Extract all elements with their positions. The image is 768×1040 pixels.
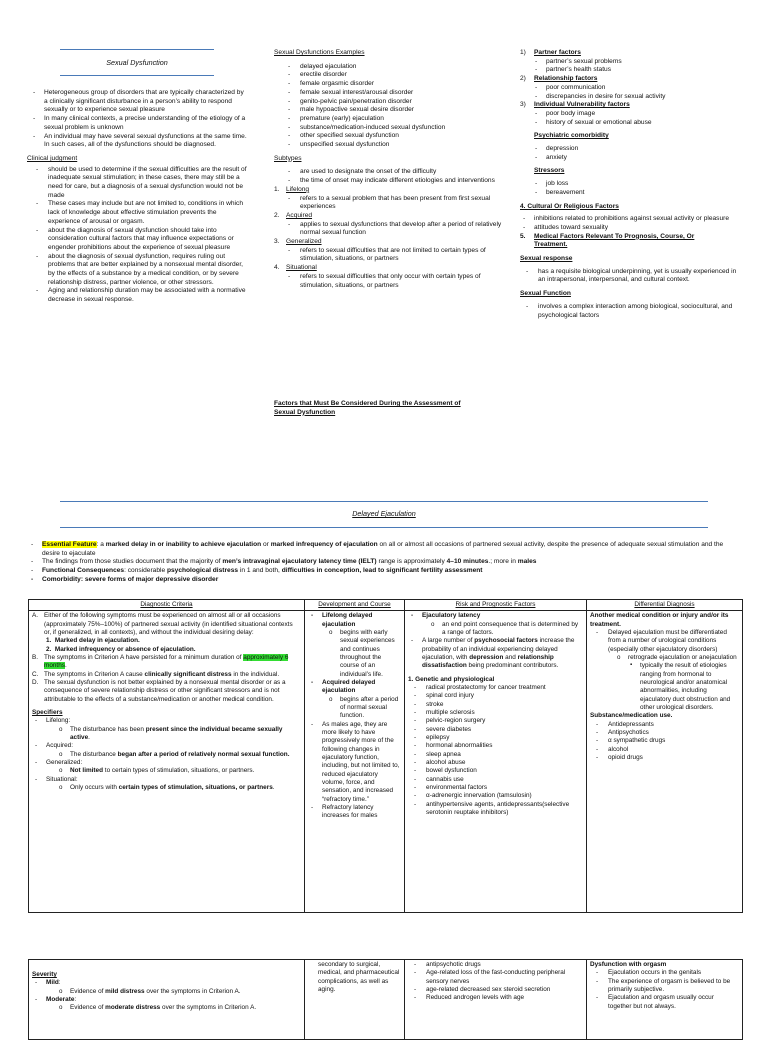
list-item: - poor body image	[532, 110, 742, 119]
list-item: - delayed ejaculation	[282, 63, 504, 72]
list-item: - premature (early) ejaculation	[282, 115, 504, 124]
list-item: - history of sexual or emotional abuse	[532, 119, 742, 128]
aging-desc: - As males age, they are more likely to have progressively more of the following changes in ejaculatory function, including, but not limited to, reduced ejaculatory volume, force, and sensation, and increased “refractory time.”	[308, 721, 401, 804]
list-item: - hormonal abnormalities	[408, 742, 583, 750]
list-item: - The experience of orgasm is believed to be primarily subjective.	[590, 978, 739, 995]
acquired-heading: - Acquired delayed ejaculation	[308, 679, 401, 696]
list-item: - male hypoactive sexual desire disorder	[282, 106, 504, 115]
list-item: - partner’s health status	[532, 66, 742, 75]
examples-section	[274, 49, 504, 290]
list-item: - environmental factors	[408, 784, 583, 792]
list-item: - bereavement	[532, 189, 742, 198]
list-item: - anxiety	[532, 154, 742, 163]
subtypes-intro-list	[282, 168, 504, 185]
development-course-cell	[305, 611, 405, 913]
examples-heading: Sexual Dysfunctions Examples	[274, 49, 365, 56]
list-item: - has a requisite biological underpinning, yet is usually experienced in an intrapersonal, interpersonal, and cultural context.	[520, 268, 742, 285]
subtype-name: Generalized	[286, 238, 322, 246]
page-title: Sexual Dysfunction	[106, 58, 168, 67]
comorbidity: - Comorbidity: severe forms of major depressive disorder	[28, 576, 740, 585]
examples-list	[282, 63, 504, 150]
sexual-response-heading: Sexual response	[520, 255, 573, 263]
criteria-table-continued	[28, 959, 743, 1040]
factor-number: 1)	[520, 49, 526, 56]
list-item: - cannabis use	[408, 776, 583, 784]
list-item: - Ejaculation occurs in the genitals	[590, 969, 739, 977]
latency-heading: - Ejaculatory latency	[408, 612, 583, 620]
list-item: - Antipsychotics	[590, 729, 739, 737]
subtype-number: 4.	[274, 264, 280, 272]
psychosocial-desc: - A large number of psychosocial factors increase the probability of an individual experiencing delayed ejaculation, with depression and relationship dissatisfaction being predominant contributors.	[408, 637, 583, 670]
differential-diagnosis-cell	[587, 611, 743, 913]
list-item: - An individual may have several sexual dysfunctions at the same time. In such cases, all of the dysfunctions should be diagnosed.	[30, 133, 248, 150]
list-item: - Ejaculation and orgasm usually occur together but not always.	[590, 994, 739, 1011]
criterion-a2: Marked infrequency or absence of ejaculation.	[54, 645, 196, 653]
subtype-name: Acquired	[286, 211, 313, 219]
refractory-desc: - Refractory latency increases for males	[308, 804, 401, 821]
list-item: - epilepsy	[408, 734, 583, 742]
development-continued: secondary to surgical, medical, and pharmaceutical complications, as well as aging.	[318, 961, 400, 993]
list-item: - α-adrenergic innervation (tamsulosin)	[408, 792, 583, 800]
list-item: - other specified sexual dysfunction	[282, 132, 504, 141]
list-item: - stroke	[408, 701, 583, 709]
functional-consequences: - Functional Consequences: considerable psychological distress in 1 and both, difficulties in conception, lead to significant fertility assessment	[28, 567, 740, 576]
list-item: - partner’s sexual problems	[532, 58, 742, 67]
genetic-heading: 1. Genetic and physiological	[408, 675, 495, 683]
factors-heading: Factors that Must Be Considered During the Assessment of Sexual Dysfunction	[274, 400, 461, 416]
list-item: - substance/medication-induced sexual dysfunction	[282, 124, 504, 133]
relationship-factors-heading: Relationship factors	[534, 75, 598, 83]
list-item: - In many clinical contexts, a precise understanding of the etiology of a sexual problem is unknown	[30, 115, 248, 132]
specifier: - Generalized: o Not limited to certain types of stimulation, situations, or partners.	[32, 759, 301, 776]
latency-desc: o an end point consequence that is determined by a range of factors.	[418, 621, 583, 638]
list-item: - pelvic-region surgery	[408, 717, 583, 725]
list-item: - spinal cord injury	[408, 692, 583, 700]
subtype-desc: - refers to a sexual problem that has been present from first sexual experiences	[282, 195, 504, 212]
acquired-desc: o begins after a period of normal sexual function.	[316, 696, 401, 721]
subtype-item	[274, 186, 504, 212]
factors-section	[520, 49, 742, 320]
list-item: - alcohol abuse	[408, 759, 583, 767]
subtype-number: 1.	[274, 185, 280, 193]
lifelong-heading: - Lifelong delayed ejaculation	[308, 612, 401, 629]
list-item: - about the diagnosis of sexual dysfunction, requires ruling out problems that are better explained by a nonsexual mental disorder, by the effects of a substance by a medical condition, or by severe relationship distress, partner violence, or other stressors.	[30, 253, 248, 288]
criterion-d: The sexual dysfunction is not better explained by a nonsexual mental disorder or as a consequence of severe relationship distress or other significant stressors and is not attributable to the effects of a substance/medication or another medical condition.	[44, 678, 286, 703]
summary-section	[28, 541, 740, 585]
list-item: - involves a complex interaction among biological, sociocultural, and psychological factors	[520, 303, 742, 320]
section-title: Delayed Ejaculation	[352, 509, 416, 518]
retrograde-desc: ▪ typically the result of etiologies ranging from hormonal to neurological and/or anatomical abnormalities, including ejaculatory duct obstruction and other urological disorders.	[610, 662, 739, 712]
table-row	[29, 960, 743, 1040]
divider	[60, 75, 214, 76]
divider	[60, 501, 708, 502]
list-item: - α sympathetic drugs	[590, 737, 739, 745]
list-item: - age-related decreased sex steroid secretion	[408, 986, 583, 994]
list-item: - should be used to determine if the sexual difficulties are the result of inadequate sexual stimulation; in these cases, there may still be a need for care, but a diagnosis of a sexual dysfunction would not be made	[30, 166, 248, 201]
medical-factors-heading: 5. Medical Factors Relevant To Prognosis, Course, Or Treatment.	[520, 232, 695, 249]
list-item: - the time of onset may indicate different etiologies and interventions	[282, 177, 504, 186]
subtype-desc: - refers to sexual difficulties that are not limited to certain types of stimulation, situations, or partners	[282, 247, 504, 264]
subtype-desc: - applies to sexual dysfunctions that develop after a period of relatively normal sexual function	[282, 221, 504, 238]
list-item: - antihypertensive agents, antidepressants(selective serotonin reuptake inhibitors)	[408, 801, 583, 818]
list-item: - radical prostatectomy for cancer treatment	[408, 684, 583, 692]
table-row	[29, 611, 743, 913]
list-item: - poor communication	[532, 84, 742, 93]
subtype-item	[274, 238, 504, 264]
list-item: - antipsychotic drugs	[408, 961, 583, 969]
intro-section	[27, 89, 248, 305]
list-item: - alcohol	[590, 746, 739, 754]
essential-feature: - Essential Feature: a marked delay in or inability to achieve ejaculation or marked infrequency of ejaculation on all or almost all occasions of partnered sexual activity, despite the presence of adequate sexual stimulation and the desire to ejaculate	[28, 541, 740, 558]
column-header: Risk and Prognostic Factors	[405, 600, 587, 611]
development-course-cell	[305, 960, 405, 1040]
differential-diagnosis-cell	[587, 960, 743, 1040]
list-item: - depression	[532, 145, 742, 154]
list-item: - inhibitions related to prohibitions against sexual activity or pleasure	[520, 215, 742, 224]
orgasm-heading: Dysfunction with orgasm	[590, 961, 667, 968]
subtype-item	[274, 264, 504, 290]
subtype-name: Lifelong	[286, 185, 310, 193]
list-item: - sleep apnea	[408, 751, 583, 759]
list-item: - Age-related loss of the fast-conducting peripheral sensory nerves	[408, 969, 583, 986]
list-item: - Heterogeneous group of disorders that are typically characterized by a clinically significant disturbance in a person’s ability to respond sexually or to experience sexual pleasure	[30, 89, 248, 115]
list-item: - Reduced androgen levels with age	[408, 994, 583, 1002]
list-item: - severe diabetes	[408, 726, 583, 734]
criterion-b: The symptoms in Criterion A have persisted for a minimum duration of approximately 6 months.	[44, 653, 289, 670]
sexual-function-heading: Sexual Function	[520, 290, 571, 298]
factor-number: 2)	[520, 75, 526, 83]
list-item: - bowel dysfunction	[408, 767, 583, 775]
psychiatric-heading: Psychiatric comorbidity	[534, 132, 609, 140]
risk-factors-cell	[405, 960, 587, 1040]
list-item: - job loss	[532, 180, 742, 189]
cultural-heading: 4. Cultural Or Religious Factors	[520, 202, 619, 210]
subtype-name: Situational	[286, 264, 317, 272]
intro-list	[30, 89, 248, 150]
list-item: - are used to designate the onset of the difficulty	[282, 168, 504, 177]
list-item: - discrepancies in desire for sexual activity	[532, 93, 742, 102]
list-item: - Antidepressants	[590, 721, 739, 729]
findings: - The findings from those studies document that the majority of men’s intravaginal ejaculatory latency time (IELT) range is approximately 4–10 minutes.; more in males	[28, 558, 740, 567]
clinical-judgment-heading: Clinical judgment	[27, 154, 78, 162]
specifier: - Lifelong: o The disturbance has been present since the individual became sexually active.	[32, 717, 301, 742]
diagnostic-criteria-cell: A. Either of the following symptoms must be experienced on almost all or all occasions (approximately 75%–100%) of partnered sexual activity (in identified situational contexts or, if generalized, in all contexts), and without the individual desiring delay: 1. Marked delay in ejaculation. 2. Marked infrequency or absence of ejaculation. B. The symptoms in Criterion A have persisted for a minimum duration of approximately 6 months. C. The symptoms in Criterion A cause clinically significant distress in the individual. D. The sexual dysfunction is not better explained by a nonsexual mental disorder or as a consequence of severe relationship distress or other significant stressors and is not attributable to the effects of a substance/medication or another medical condition. Specifiers - Lifelong: o The disturbance has been present since the individual became sexually active. - Acquired: o The disturbance began after a period of relatively normal sexual function. - Generalized: o Not limited to certain types of stimulation, situations, or partners. - Situational: o Only occurs with certain types of stimulation, situations, or partners.	[29, 611, 305, 913]
severity-heading: Severity	[32, 971, 57, 978]
list-item: - female sexual interest/arousal disorder	[282, 89, 504, 98]
subtypes-heading: Subtypes	[274, 154, 302, 162]
medical-condition-heading: Another medical condition or injury and/or its treatment.	[590, 612, 729, 628]
stressors-heading: Stressors	[534, 167, 565, 175]
list-item: - multiple sclerosis	[408, 709, 583, 717]
subtype-item	[274, 212, 504, 238]
retrograde-heading: o retrograde ejaculation or anejaculation	[604, 654, 739, 662]
substance-heading: Substance/medication use.	[590, 712, 673, 720]
list-item: - female orgasmic disorder	[282, 80, 504, 89]
partner-factors-heading: Partner factors	[534, 49, 581, 56]
divider	[60, 527, 708, 528]
list-item: - about the diagnosis of sexual dysfunction should take into consideration cultural factors that may influence expectations or engender prohibitions about the experience of sexual pleasure	[30, 227, 248, 253]
severity-mild: - Mild: o Evidence of mild distress over the symptoms in Criterion A.	[32, 979, 301, 996]
criterion-a: Either of the following symptoms must be experienced on almost all or all occasions (approximately 75%–100%) of partnered sexual activity (in identified situational contexts or, if generalized, in all contexts), and without the individual desiring delay:	[44, 612, 293, 636]
column-header: Development and Course	[305, 600, 405, 611]
criterion-c: The symptoms in Criterion A cause clinically significant distress in the individual.	[44, 670, 280, 678]
vulnerability-factors-heading: Individual Vulnerability factors	[534, 101, 630, 109]
criterion-a1: Marked delay in ejaculation.	[54, 637, 140, 645]
subtype-number: 3.	[274, 238, 280, 246]
risk-factors-cell	[405, 611, 587, 913]
criteria-table	[28, 599, 743, 913]
subtype-number: 2.	[274, 211, 280, 219]
specifier: - Acquired: o The disturbance began after a period of relatively normal sexual function.	[32, 742, 301, 759]
list-item: - opioid drugs	[590, 754, 739, 762]
medical-condition-desc: - Delayed ejaculation must be differentiated from a number of urological conditions (especially other ejaculatory disorders)	[590, 629, 739, 654]
severity-moderate: - Moderate: o Evidence of moderate distress over the symptoms in Criterion A.	[32, 996, 301, 1013]
list-item: - unspecified sexual dysfunction	[282, 141, 504, 150]
list-item: - erectile disorder	[282, 71, 504, 80]
specifiers-heading: Specifiers	[32, 708, 63, 716]
column-header: Differential Diagnosis	[587, 600, 743, 611]
list-item: - These cases may include but are not limited to, conditions in which lack of knowledge about effective stimulation prevents the experience of arousal or orgasm.	[30, 200, 248, 226]
severity-cell	[29, 960, 305, 1040]
list-item: - Aging and relationship duration may be associated with a normative decrease in sexual response.	[30, 287, 248, 304]
factor-number: 3)	[520, 101, 526, 109]
specifier: - Situational: o Only occurs with certain types of stimulation, situations, or partners.	[32, 776, 301, 793]
table-header-row	[29, 600, 743, 611]
subtype-desc: - refers to sexual difficulties that only occur with certain types of stimulation, situations, or partners	[282, 273, 504, 290]
clinical-judgment-list	[30, 166, 248, 305]
lifelong-desc: o begins with early sexual experiences and continues throughout the course of an individual’s life.	[316, 629, 401, 679]
list-item: - attitudes toward sexuality	[520, 224, 742, 233]
list-item: - genito-pelvic pain/penetration disorder	[282, 98, 504, 107]
divider	[60, 49, 214, 50]
column-header: Diagnostic Criteria	[29, 600, 305, 611]
